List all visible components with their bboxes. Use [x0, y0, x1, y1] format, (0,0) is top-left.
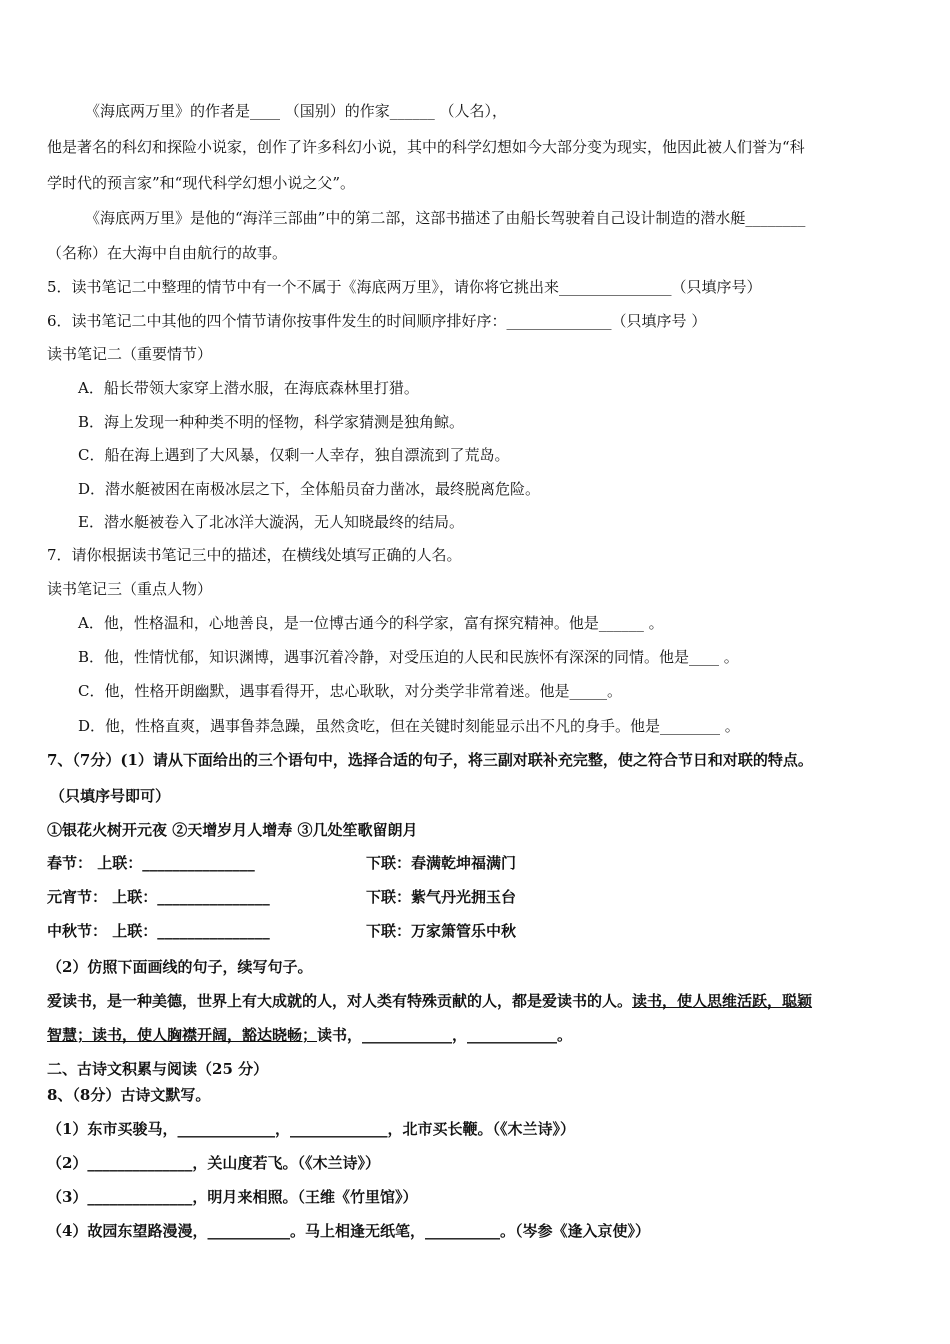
- poem-item-4: （4）故园东望路漫漫，___________。马上相逢无纸笔，__________。（岑参《逢入京使》）: [47, 1222, 650, 1240]
- question-7b: 7、（7分）(1）请从下面给出的三个语句中，选择合适的句子，将三副对联补充完整，使之符合节日和对联的特点。: [47, 751, 813, 769]
- plain-sentence: 读书，____________，____________。: [317, 1026, 573, 1044]
- couplet-lantern-upper: 元宵节： 上联：_______________: [47, 888, 270, 906]
- couplet-midautumn-upper: 中秋节： 上联：_______________: [47, 922, 270, 940]
- couplet-spring-lower: 下联：春满乾坤福满门: [366, 854, 517, 872]
- text-line: （只填序号即可）: [50, 787, 171, 805]
- plain-sentence: 爱读书，是一种美德，世界上有大成就的人，对人类有特殊贡献的人，都是爱读书的人。: [47, 992, 633, 1010]
- character-b: B．他，性情忧郁，知识渊博，遇事沉着冷静，对受压迫的人民和民族怀有深深的同情。他是____ 。: [78, 648, 739, 666]
- question-7: 7．请你根据读书笔记三中的描述，在横线处填写正确的人名。: [47, 546, 462, 564]
- character-c: C．他，性格开朗幽默，遇事看得开，忠心耿耿，对分类学非常着迷。他是_____。: [78, 682, 622, 700]
- section-heading: 读书笔记三（重点人物）: [47, 580, 213, 598]
- text-line: （名称）在大海中自由航行的故事。: [47, 244, 288, 262]
- question-6: 6．读书笔记二中其他的四个情节请你按事件发生的时间顺序排好序：______________（只填序号 ）: [47, 312, 707, 330]
- poem-item-1: （1）东市买骏马，_____________，_____________，北市买长鞭。（《木兰诗》）: [47, 1120, 575, 1138]
- text-line: 《海底两万里》的作者是____ （国别）的作家______ （人名），: [85, 102, 508, 120]
- underlined-sentence: 智慧；读书，使人胸襟开阔，豁达晓畅；: [47, 1026, 318, 1044]
- option-c: C．船在海上遇到了大风暴，仅剩一人幸存，独自漂流到了荒岛。: [78, 446, 510, 464]
- couplet-lantern-lower: 下联：紫气丹光拥玉台: [366, 888, 517, 906]
- section-2-heading: 二、古诗文积累与阅读（25 分）: [47, 1060, 269, 1078]
- question-8: 8、（8分）古诗文默写。: [47, 1086, 211, 1104]
- text-line: 他是著名的科幻和探险小说家，创作了许多科幻小说，其中的科学幻想如今大部分变为现实，他因此被人们誉为“科: [47, 138, 805, 156]
- section-heading: 读书笔记二（重要情节）: [47, 345, 213, 363]
- option-a: A．船长带领大家穿上潜水服，在海底森林里打猎。: [78, 379, 419, 397]
- choices-line: ①银花火树开元夜 ②天增岁月人增寿 ③几处笙歌留朗月: [47, 821, 418, 839]
- underlined-sentence: 读书，使人思维活跃，聪颖: [632, 992, 813, 1010]
- text-line: 《海底两万里》是他的“海洋三部曲”中的第二部，这部书描述了由船长驾驶着自己设计制造的潜水艇________: [85, 209, 806, 227]
- option-b: B．海上发现一种种类不明的怪物，科学家猜测是独角鲸。: [78, 413, 465, 431]
- couplet-midautumn-lower: 下联：万家箫管乐中秋: [366, 922, 517, 940]
- text-line: [47, 991, 812, 1011]
- character-a: A．他，性格温和，心地善良，是一位博古通今的科学家，富有探究精神。他是______ 。: [78, 614, 664, 632]
- character-d: D．他，性格直爽，遇事鲁莽急躁，虽然贪吃，但在关键时刻能显示出不凡的身手。他是________ 。: [78, 717, 740, 735]
- option-e: E．潜水艇被卷入了北冰洋大漩涡，无人知晓最终的结局。: [78, 513, 464, 531]
- text-line: [47, 1025, 572, 1045]
- question-5: 5．读书笔记二中整理的情节中有一个不属于《海底两万里》，请你将它挑出来_______________（只填序号）: [47, 278, 762, 296]
- poem-item-3: （3）______________，明月来相照。（王维《竹里馆》）: [47, 1188, 418, 1206]
- couplet-spring-upper: 春节： 上联：_______________: [47, 854, 255, 872]
- poem-item-2: （2）______________，关山度若飞。（《木兰诗》）: [47, 1154, 380, 1172]
- text-line: 学时代的预言家”和“现代科学幻想小说之父”。: [47, 174, 356, 192]
- subquestion-2: （2）仿照下面画线的句子，续写句子。: [47, 958, 313, 976]
- option-d: D．潜水艇被困在南极冰层之下，全体船员奋力凿冰，最终脱离危险。: [78, 480, 541, 498]
